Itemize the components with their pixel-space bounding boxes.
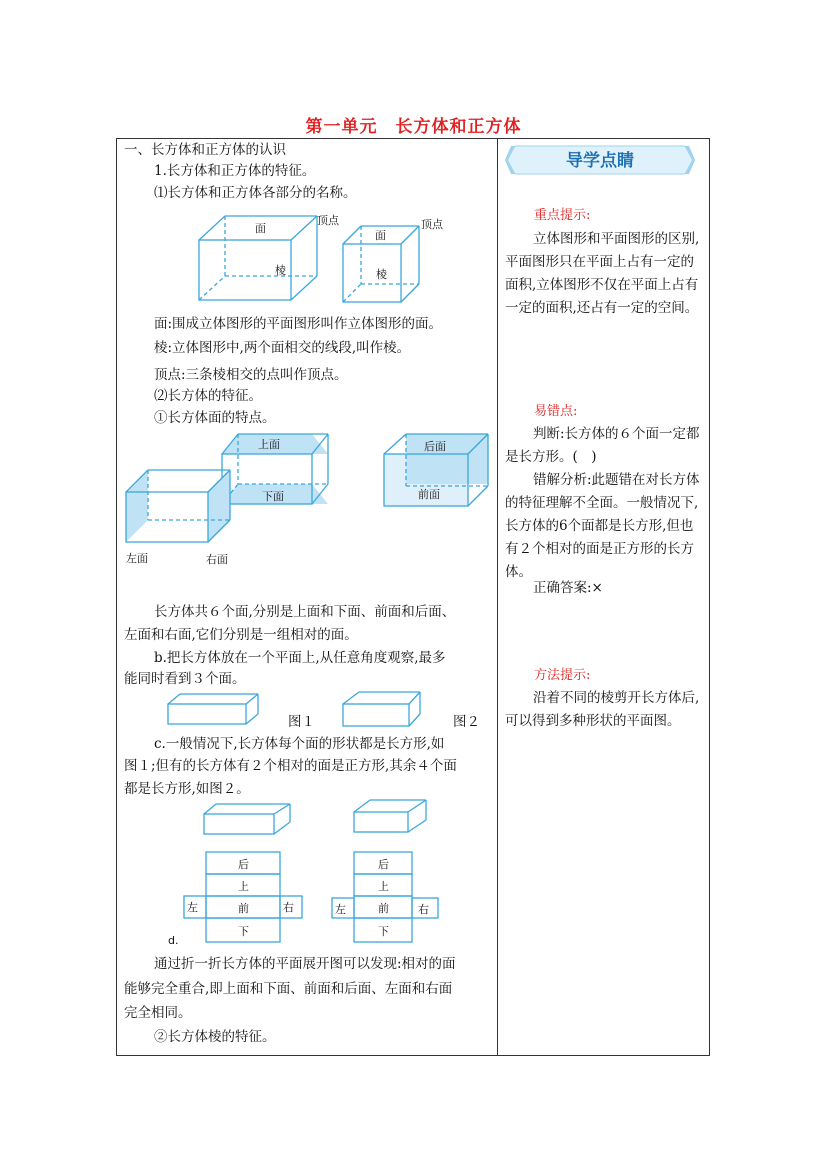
shape-line-3: 都是长方形,如图２。 bbox=[124, 781, 250, 797]
shape-line-1: c.一般情况下,长方体每个面的形状都是长方形,如 bbox=[154, 736, 445, 752]
guide-banner-text: 导学点睛 bbox=[566, 151, 634, 171]
section-heading: 一、长方体和正方体的认识 bbox=[124, 142, 286, 158]
label-face-2: 面 bbox=[375, 229, 386, 242]
face-features: ①长方体面的特点。 bbox=[154, 410, 276, 426]
label-bottom-face: 下面 bbox=[262, 490, 284, 503]
three-faces-line-1: b.把长方体放在一个平面上,从任意角度观察,最多 bbox=[154, 650, 446, 666]
error-point-heading: 易错点: bbox=[534, 404, 578, 419]
error-analysis: 错解分析:此题错在对长方体的特征理解不全面。一般情况下,长方体的6个面都是长方形,但也有２个相对的面是正方形的长方体。 bbox=[505, 472, 700, 580]
key-tip-heading: 重点提示: bbox=[534, 208, 591, 223]
label-back-face: 后面 bbox=[424, 440, 446, 453]
guide-banner bbox=[505, 144, 695, 176]
edge-features: ②长方体棱的特征。 bbox=[154, 1029, 276, 1045]
label-left-face: 左面 bbox=[126, 552, 148, 565]
net2-bottom: 下 bbox=[378, 925, 389, 938]
label-vertex-1: 顶点 bbox=[317, 214, 339, 227]
net1-top: 上 bbox=[238, 880, 249, 893]
point-1-heading: 1.长方体和正方体的特征。 bbox=[154, 163, 316, 179]
net2-top: 上 bbox=[378, 880, 389, 893]
net1-back: 后 bbox=[238, 858, 249, 871]
correct-answer: 正确答案:× bbox=[533, 580, 603, 596]
page-title: 第一单元 长方体和正方体 bbox=[305, 117, 522, 137]
error-judgement: 判断:长方体的６个面一定都是长方形。( ) bbox=[505, 426, 700, 465]
label-edge-1: 棱 bbox=[275, 264, 286, 277]
method-tip-heading: 方法提示: bbox=[534, 668, 591, 683]
flat-cuboids-figure bbox=[160, 690, 490, 730]
shape-line-2: 图１;但有的长方体有２个相对的面是正方形,其余４个面 bbox=[124, 758, 457, 774]
fold-line-1: 通过折一折长方体的平面展开图可以发现:相对的面 bbox=[154, 956, 456, 972]
net1-right: 右 bbox=[283, 901, 294, 914]
net1-bottom: 下 bbox=[238, 925, 249, 938]
label-vertex-2: 顶点 bbox=[421, 218, 443, 231]
label-edge-2: 棱 bbox=[376, 268, 387, 281]
label-top-face: 上面 bbox=[258, 438, 280, 451]
net1-left: 左 bbox=[187, 901, 198, 914]
column-divider bbox=[497, 138, 498, 1056]
fold-line-2: 能够完全重合,即上面和下面、前面和后面、左面和右面 bbox=[124, 981, 453, 997]
label-front-face: 前面 bbox=[418, 488, 440, 501]
net2-right: 右 bbox=[418, 903, 429, 916]
key-tip-text: 立体图形和平面图形的区别,平面图形只在平面上占有一定的面积,立体图形不仅在平面上占有一定的面积,还占有一定的空间。 bbox=[505, 231, 700, 316]
figure-1-label: 图１ bbox=[288, 714, 315, 730]
six-faces-line-2: 左面和右面,它们分别是一组相对的面。 bbox=[124, 627, 358, 643]
label-d: d. bbox=[168, 934, 179, 947]
net2-back: 后 bbox=[378, 858, 389, 871]
label-face-1: 面 bbox=[255, 222, 266, 235]
fold-line-3: 完全相同。 bbox=[124, 1005, 192, 1021]
def-face: 面:围成立体图形的平面图形叫作立体图形的面。 bbox=[154, 316, 443, 332]
subpoint-names: ⑴长方体和正方体各部分的名称。 bbox=[154, 185, 357, 201]
def-edge: 棱:立体图形中,两个面相交的线段,叫作棱。 bbox=[154, 340, 411, 356]
cuboid-cube-figure bbox=[195, 208, 455, 308]
net2-front: 前 bbox=[378, 902, 389, 915]
net1-front: 前 bbox=[238, 902, 249, 915]
subpoint-features: ⑵长方体的特征。 bbox=[154, 388, 262, 404]
cuboid-nets-figure bbox=[160, 798, 460, 950]
method-tip-text: 沿着不同的棱剪开长方体后,可以得到多种形状的平面图。 bbox=[505, 690, 700, 729]
net2-left: 左 bbox=[335, 903, 346, 916]
def-vertex: 顶点:三条棱相交的点叫作顶点。 bbox=[154, 367, 348, 383]
six-faces-line-1: 长方体共６个面,分别是上面和下面、前面和后面、 bbox=[154, 604, 456, 620]
label-right-face: 右面 bbox=[206, 553, 228, 566]
three-faces-line-2: 能同时看到３个面。 bbox=[124, 671, 246, 687]
figure-2-label: 图２ bbox=[453, 714, 480, 730]
cuboid-faces-figure bbox=[118, 430, 498, 572]
